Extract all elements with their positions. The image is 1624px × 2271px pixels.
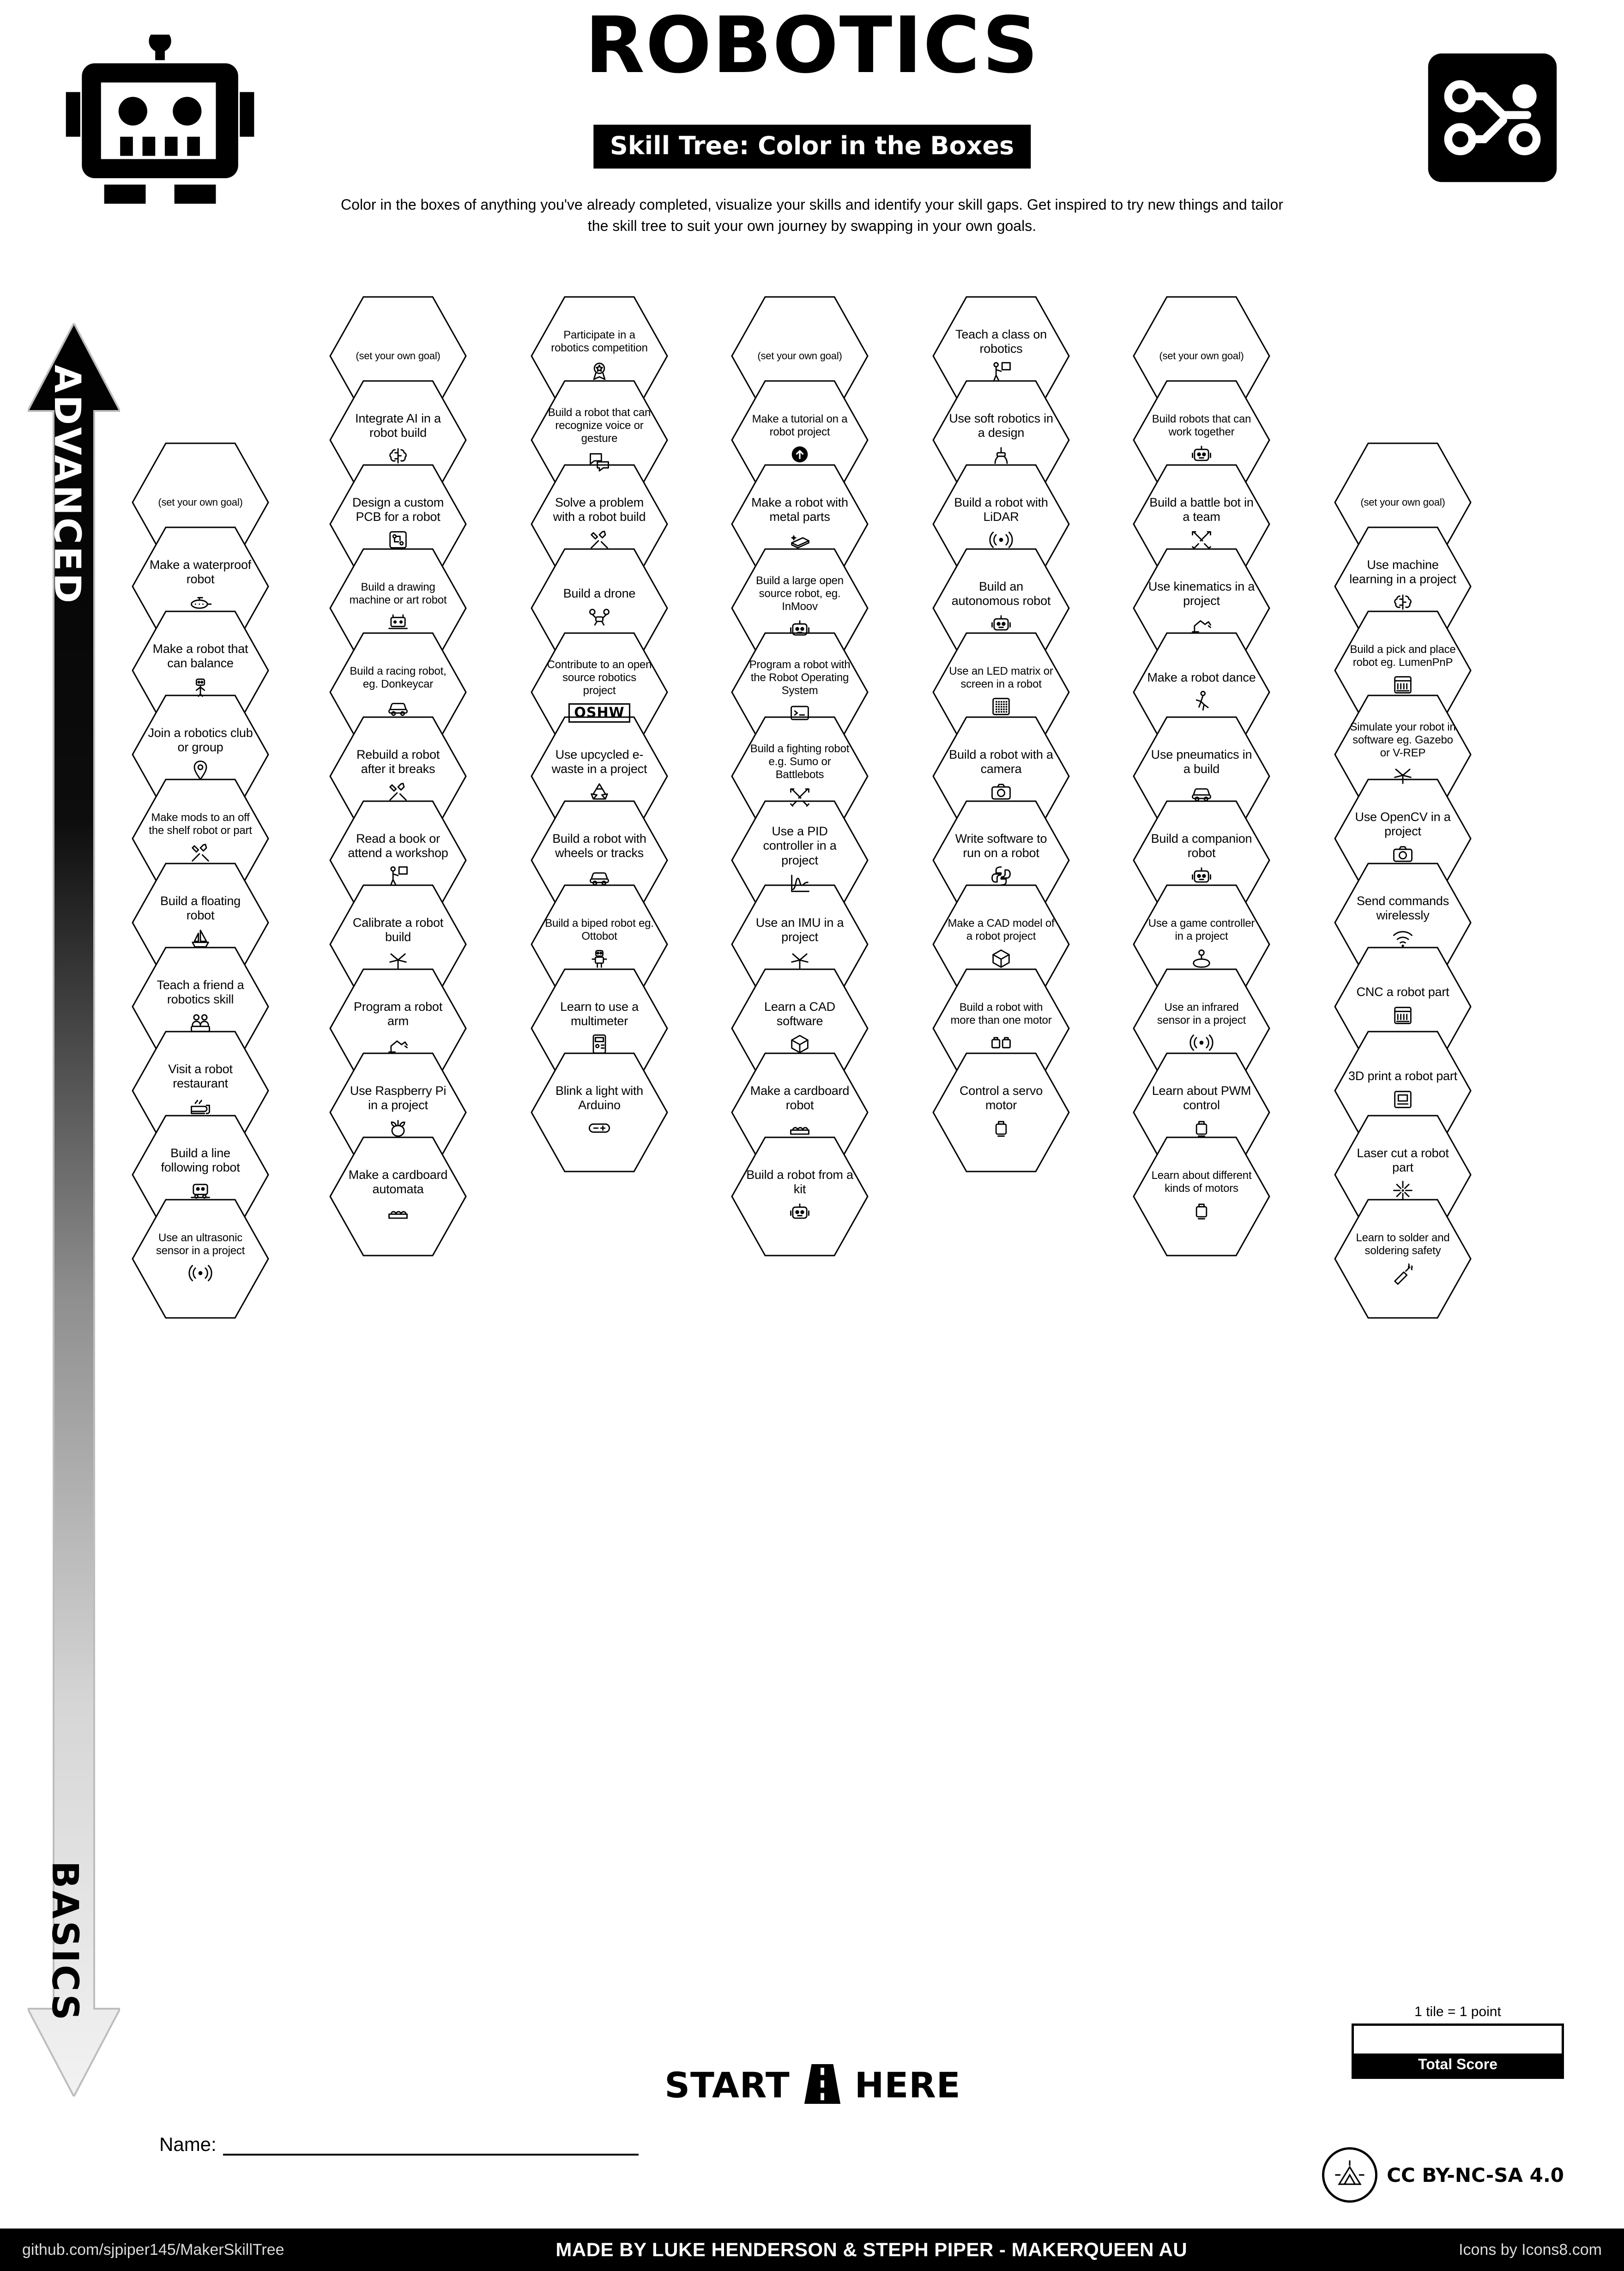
skill-tile-label: Use an ultrasonic sensor in a project [156,1232,245,1257]
skill-tile-label: Participate in a robotics competition [551,329,648,354]
skill-tile-label: Use an infrared sensor in a project [1157,1001,1246,1027]
skill-tile-label: Rebuild a robot after it breaks [356,747,440,776]
sonar-icon [188,1260,212,1286]
license-row [1322,2147,1564,2203]
skill-tile-label: Make mods to an off the shelf robot or part [149,811,252,837]
brain-chip-icon [1391,589,1415,615]
start-word: START [664,2065,790,2106]
page-footer [0,2229,1624,2271]
skill-tile-c5-r9[interactable] [932,1052,1070,1173]
skill-tile-label: (set your own goal) [1360,496,1445,508]
automata-icon [788,1115,812,1141]
presenter-icon [386,863,410,889]
axis-label-advanced: ADVANCED [46,365,88,606]
submarine-icon [188,589,212,615]
skill-tile-label: Build a robot that can recognize voice or gesture [548,406,651,445]
gripper-icon [989,443,1013,469]
page-title: ROBOTICS [585,0,1039,91]
art-robot-icon [386,610,410,635]
skill-tile-label: Learn about PWM control [1152,1083,1251,1112]
automata-icon [386,1199,410,1225]
skill-tile-label: Build an autonomous robot [951,579,1051,608]
skill-tile-label: Join a robotics club or group [148,725,253,754]
calibrate-icon [788,947,812,973]
cube-icon [989,946,1013,972]
motor-icon [989,1115,1013,1141]
skill-tile-label: Use soft robotics in a design [949,411,1053,440]
skill-tile-label: Learn to use a multimeter [560,999,639,1028]
balance-robot-icon [188,673,212,699]
pid-curve-icon [788,870,812,896]
two-motors-icon [989,1030,1013,1056]
page-description: Color in the boxes of anything you've already completed, visualize your skills and identify your skill gaps. Get inspired to try new things and tailor the skill tree to suit your own journey by swapping in your own goals. [341,196,1283,235]
skill-tile-label: Simulate your robot in software eg. Gazebo or V-REP [1350,721,1456,759]
presenter-icon [989,359,1013,385]
skill-tile-label: Use OpenCV in a project [1355,809,1451,838]
skill-tile-label: Program a robot with the Robot Operating System [749,658,851,697]
skill-tile-label: Contribute to an open source robotics project [547,658,652,697]
camera-icon [1391,841,1415,867]
skill-tile-c2-r10[interactable] [329,1136,467,1257]
skill-tile-label: (set your own goal) [158,496,243,508]
axis-label-basics: BASICS [44,1861,85,2023]
skill-tile-label: Make a CAD model of a robot project [948,917,1055,942]
skill-tile-label: Program a robot arm [353,999,443,1028]
skill-tile-label: Use an IMU in a project [755,915,844,944]
skill-tile-label: Integrate AI in a robot build [355,411,441,440]
score-panel [1352,2004,1564,2079]
skill-tile-label: Build a floating robot [160,894,241,922]
recycle-icon [587,779,611,805]
multimeter-icon [587,1031,611,1057]
skill-tile-label: Make a robot that can balance [152,641,248,670]
robot-icon [1189,863,1213,889]
cnc-icon [1391,672,1415,698]
boat-icon [188,925,212,951]
tools-icon [386,779,410,805]
wifi-icon [1391,925,1415,951]
two-people-icon [188,1009,212,1035]
name-field-row [159,2133,639,2156]
skill-tile-label: CNC a robot part [1356,985,1449,999]
road-icon [800,2064,845,2106]
speech-bubbles-icon [587,448,611,474]
robot-arm-icon [1189,611,1213,637]
skill-tile-label: Build a racing robot, eg. Donkeycar [350,665,447,690]
skill-tile-label: Build a fighting robot e.g. Sumo or Battlebots [750,743,850,781]
robot-icon [788,1199,812,1225]
skill-tile-label: Make a waterproof robot [149,557,252,586]
skill-tile-label: Build a pick and place robot eg. LumenPnP [1350,643,1456,669]
motor-icon [1189,1198,1213,1224]
skill-tile-label: Make a cardboard automata [348,1167,448,1196]
skill-tile-label: Build a robot with LiDAR [954,495,1048,524]
skill-tile-label: Use machine learning in a project [1349,557,1456,586]
skill-tile-c4-r10[interactable] [730,1136,869,1257]
sonar-icon [989,527,1013,553]
skill-tile-label: Build a robot with a camera [949,747,1053,776]
led-matrix-icon [989,694,1013,719]
skill-tile-label: (set your own goal) [1159,350,1244,362]
motor-icon [1189,1115,1213,1141]
skill-tile-label: Teach a friend a robotics skill [157,978,244,1006]
skill-tile-c7-r10[interactable] [1334,1198,1472,1319]
robot-icon [1189,441,1213,467]
skill-tile-c6-r10[interactable] [1132,1136,1271,1257]
skill-tile-label: Build a drone [563,586,636,601]
skill-tile-label: Visit a robot restaurant [168,1062,233,1090]
skill-tile-label: Make a cardboard robot [750,1083,850,1112]
page-subtitle: Skill Tree: Color in the Boxes [593,125,1031,169]
skill-tile-label: Use a game controller in a project [1148,917,1255,942]
skill-tile-label: Use upcycled e-waste in a project [551,747,647,776]
name-input[interactable] [223,2135,639,2156]
skill-tile-label: Build a robot from a kit [746,1167,853,1196]
skill-tile-label: Laser cut a robot part [1357,1146,1449,1174]
total-score-box[interactable] [1352,2023,1564,2079]
skill-tile-label: Use Raspberry Pi in a project [350,1083,447,1112]
skill-tile-label: Teach a class on robotics [955,327,1047,356]
skill-tile-label: Build a battle bot in a team [1149,495,1254,524]
brain-chip-icon [386,443,410,469]
skill-tile-label: Build robots that can work together [1152,413,1251,438]
skill-tile-label: Write software to run on a robot [955,831,1047,860]
skill-tile-label: 3D print a robot part [1348,1069,1457,1083]
skill-tile-label: Build a robot with wheels or tracks [552,831,646,860]
skill-tile-label: Learn about different kinds of motors [1151,1169,1252,1195]
swords-icon [1189,527,1213,553]
drone-icon [587,604,611,630]
total-score-label: Total Score [1354,2054,1562,2077]
skill-tile-label: Build a large open source robot, eg. InMoov [756,574,844,613]
calibrate-icon [386,947,410,973]
car-icon [386,694,410,719]
calibrate-icon [1391,762,1415,788]
skill-tile-label: Build a companion robot [1151,831,1252,860]
arduino-icon [587,1115,611,1141]
laser-icon [1391,1178,1415,1203]
swords-icon [788,784,812,810]
skill-tile-label: (set your own goal) [757,350,842,362]
sonar-icon [1189,1030,1213,1056]
skill-tile-label: Make a robot with metal parts [751,495,848,524]
footer-icon-credit[interactable]: Icons by Icons8.com [1459,2241,1602,2259]
footer-credits: MADE BY LUKE HENDERSON & STEPH PIPER - MAKERQUEEN AU [555,2239,1188,2260]
robot-icon [788,616,812,642]
medal-icon [587,357,611,383]
raspberry-icon [386,1115,410,1141]
skill-tile-c1-r10[interactable] [131,1198,270,1319]
metal-icon [788,527,812,553]
skill-tile-c3-r9[interactable] [530,1052,669,1173]
terminal-icon [788,700,812,726]
camera-icon [989,779,1013,805]
skill-tile-label: Use kinematics in a project [1148,579,1255,608]
skill-tile-label: Calibrate a robot build [352,915,444,944]
skill-tile-label: Solve a problem with a robot build [553,495,646,524]
skill-tile-label: Make a robot dance [1147,670,1256,685]
food-tray-icon [188,1093,212,1119]
location-pin-icon [188,757,212,783]
python-icon [989,863,1013,889]
skill-tile-label: Use pneumatics in a build [1151,747,1252,776]
skill-tile-label: Build a drawing machine or art robot [349,581,447,606]
license-text: CC BY-NC-SA 4.0 [1387,2163,1564,2186]
robot-icon [989,611,1013,637]
pcb-icon [386,527,410,553]
tools-icon [587,527,611,553]
skill-tile-label: Make a tutorial on a robot project [752,413,848,438]
skill-tile-label: Learn a CAD software [764,999,835,1028]
joystick-icon [1189,946,1213,972]
line-robot-icon [188,1178,212,1203]
solder-icon [1391,1260,1415,1286]
skill-tile-label: Build a robot with more than one motor [950,1001,1052,1027]
start-here-marker [637,2064,988,2106]
upload-icon [788,441,812,467]
skill-tile-label: Send commands wirelessly [1356,894,1449,922]
skill-tile-label: Use an LED matrix or screen in a robot [949,665,1053,690]
skill-tile-label: Blink a light with Arduino [555,1083,643,1112]
cnc-icon [1391,1003,1415,1028]
footer-repo-link[interactable]: github.com/sjpiper145/MakerSkillTree [22,2241,284,2259]
robot-arm-icon [386,1031,410,1057]
tools-icon [188,840,212,866]
here-word: HERE [854,2065,961,2106]
skill-tile-label: Build a line following robot [161,1146,240,1174]
car-icon [1189,779,1213,805]
maker-badge-icon [1322,2147,1377,2203]
oshw-icon: OSHW [568,700,630,726]
car-icon [587,863,611,889]
skill-tile-label: Use a PID controller in a project [763,824,837,867]
skill-tile-label: Read a book or attend a workshop [348,831,448,860]
printer-3d-icon [1391,1087,1415,1112]
name-label: Name: [159,2133,217,2155]
skill-tile-label: Control a servo motor [959,1083,1043,1112]
score-note: 1 tile = 1 point [1414,2004,1501,2019]
dance-icon [1189,688,1213,714]
skill-tile-label: (set your own goal) [356,350,441,362]
biped-icon [587,946,611,972]
skill-tile-label: Build a biped robot eg. Ottobot [545,917,654,942]
skill-tile-label: Learn to solder and soldering safety [1356,1232,1450,1257]
skill-tile-label: Design a custom PCB for a robot [352,495,444,524]
cube-icon [788,1031,812,1057]
